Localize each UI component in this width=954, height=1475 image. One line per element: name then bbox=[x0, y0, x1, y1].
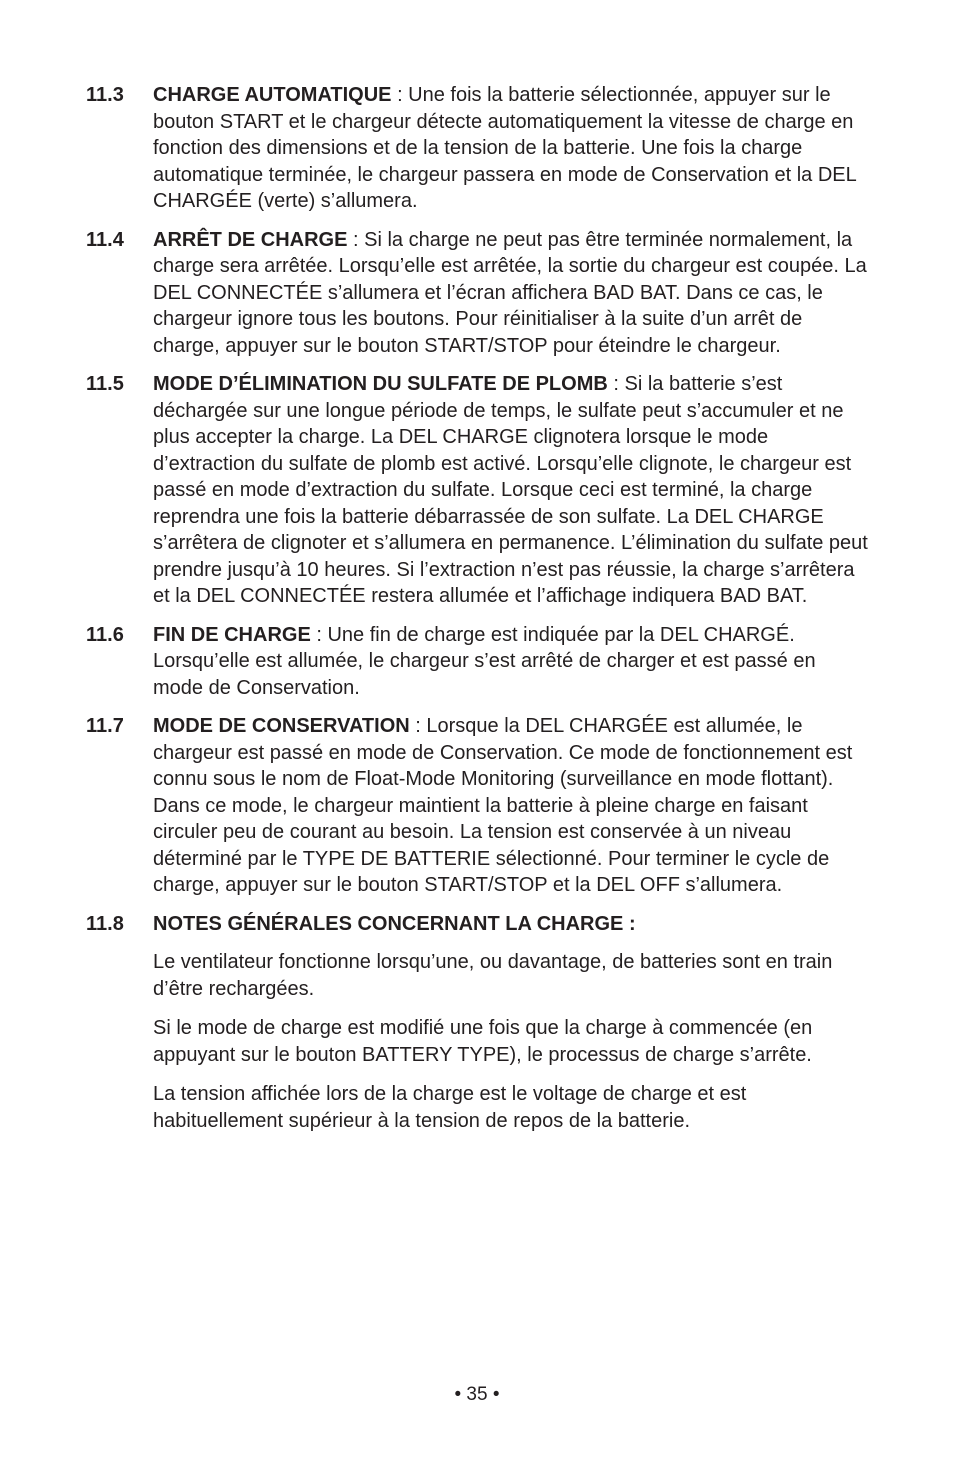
section-heading: FIN DE CHARGE bbox=[153, 623, 311, 646]
section-number: 11.4 bbox=[86, 228, 124, 251]
section-number: 11.3 bbox=[86, 84, 124, 106]
section-paragraph bbox=[153, 622, 871, 702]
section-paragraph bbox=[153, 371, 871, 610]
note-paragraph: Si le mode de charge est modifié une fois que la charge à commencée (en appuyant sur le bouton BATTERY TYPE), le processus de charge s’arrête. bbox=[153, 1017, 813, 1066]
section-body bbox=[153, 713, 871, 899]
section-number: 11.6 bbox=[86, 623, 124, 646]
section-body bbox=[153, 82, 871, 215]
section-heading: NOTES GÉNÉRALES CONCERNANT LA CHARGE : bbox=[153, 912, 636, 935]
section-11-4 bbox=[86, 227, 871, 360]
note-paragraph: La tension affichée lors de la charge est le voltage de charge et est habituellement supérieur à la tension de repos de la batterie. bbox=[153, 1083, 747, 1132]
general-notes bbox=[153, 949, 871, 1134]
section-11-8 bbox=[86, 911, 871, 938]
page-number: • 35 • bbox=[454, 1384, 500, 1405]
section-11-3 bbox=[86, 82, 871, 215]
section-heading: MODE D’ÉLIMINATION DU SULFATE DE PLOMB bbox=[153, 373, 608, 395]
section-11-7 bbox=[86, 713, 871, 899]
section-paragraph bbox=[153, 227, 871, 360]
section-11-6 bbox=[86, 622, 871, 702]
section-paragraph bbox=[153, 911, 871, 938]
section-heading: ARRÊT DE CHARGE bbox=[153, 228, 348, 251]
section-heading: MODE DE CONSERVATION bbox=[153, 715, 410, 737]
section-heading: CHARGE AUTOMATIQUE bbox=[153, 84, 392, 106]
section-number: 11.8 bbox=[86, 912, 124, 935]
section-body bbox=[153, 911, 871, 938]
section-body bbox=[153, 371, 871, 610]
section-paragraph bbox=[153, 713, 871, 899]
section-11-5 bbox=[86, 371, 871, 610]
section-text: : Si la batterie s’est déchargée sur une longue période de temps, le sulfate peut s’accumuler et ne plus accepter la charge. La DEL CHARGE clignotera lorsque le mode d’extraction du sulfate de plomb est activé. Lorsqu’elle clignote, le chargeur est passé en mode d’extraction du sulfate. Lorsque ceci est terminé, la charge reprendra une fois la batterie débarrassée de son sulfate. La DEL CHARGE s’arrêtera de clignoter et s’allumera en permanence. L’élimination du sulfate peut prendre jusqu’à 10 heures. Si l’extraction n’est pas réussie, la charge s’arrêtera et la DEL CONNECTÉE restera allumée et l’affichage indiquera BAD BAT. bbox=[153, 373, 868, 607]
section-text: : Une fin de charge est indiquée par la DEL CHARGÉ. Lorsqu’elle est allumée, le chargeur s’est arrêté de charger et est passé en mode de Conservation. bbox=[153, 623, 816, 699]
section-body bbox=[153, 227, 871, 360]
note-paragraph: Le ventilateur fonctionne lorsqu’une, ou davantage, de batteries sont en train d’être rechargées. bbox=[153, 951, 833, 1000]
section-text: : Si la charge ne peut pas être terminée normalement, la charge sera arrêtée. Lorsqu’elle est arrêtée, la sortie du chargeur est coupée. La DEL CONNECTÉE s’allumera et l’écran affichera BAD BAT. Dans ce cas, le chargeur ignore tous les boutons. Pour réinitialiser à la suite d’un arrêt de charge, appuyer sur le bouton START/STOP pour éteindre le chargeur. bbox=[153, 228, 867, 357]
section-text: : Une fois la batterie sélectionnée, appuyer sur le bouton START et le chargeur détecte automatiquement la vitesse de charge en fonction des dimensions et de la tension de la batterie. Une fois la charge automatique terminée, le chargeur passera en mode de Conservation et la DEL CHARGÉE (verte) s’allumera. bbox=[153, 84, 856, 212]
section-text: : Lorsque la DEL CHARGÉE est allumée, le chargeur est passé en mode de Conservation. Ce mode de fonctionnement est connu sous le nom de Float-Mode Monitoring (surveillance en mode flottant). Dans ce mode, le chargeur maintient la batterie à pleine charge en faisant circuler peu de courant au besoin. La tension est conservée à un niveau déterminé par le TYPE DE BATTERIE sélectionné. Pour terminer le cycle de charge, appuyer sur le bouton START/STOP et la DEL OFF s’allumera. bbox=[153, 715, 853, 896]
section-number: 11.7 bbox=[86, 715, 124, 737]
section-paragraph bbox=[153, 82, 871, 215]
section-body bbox=[153, 622, 871, 702]
manual-page bbox=[86, 82, 871, 1147]
section-number: 11.5 bbox=[86, 373, 124, 395]
